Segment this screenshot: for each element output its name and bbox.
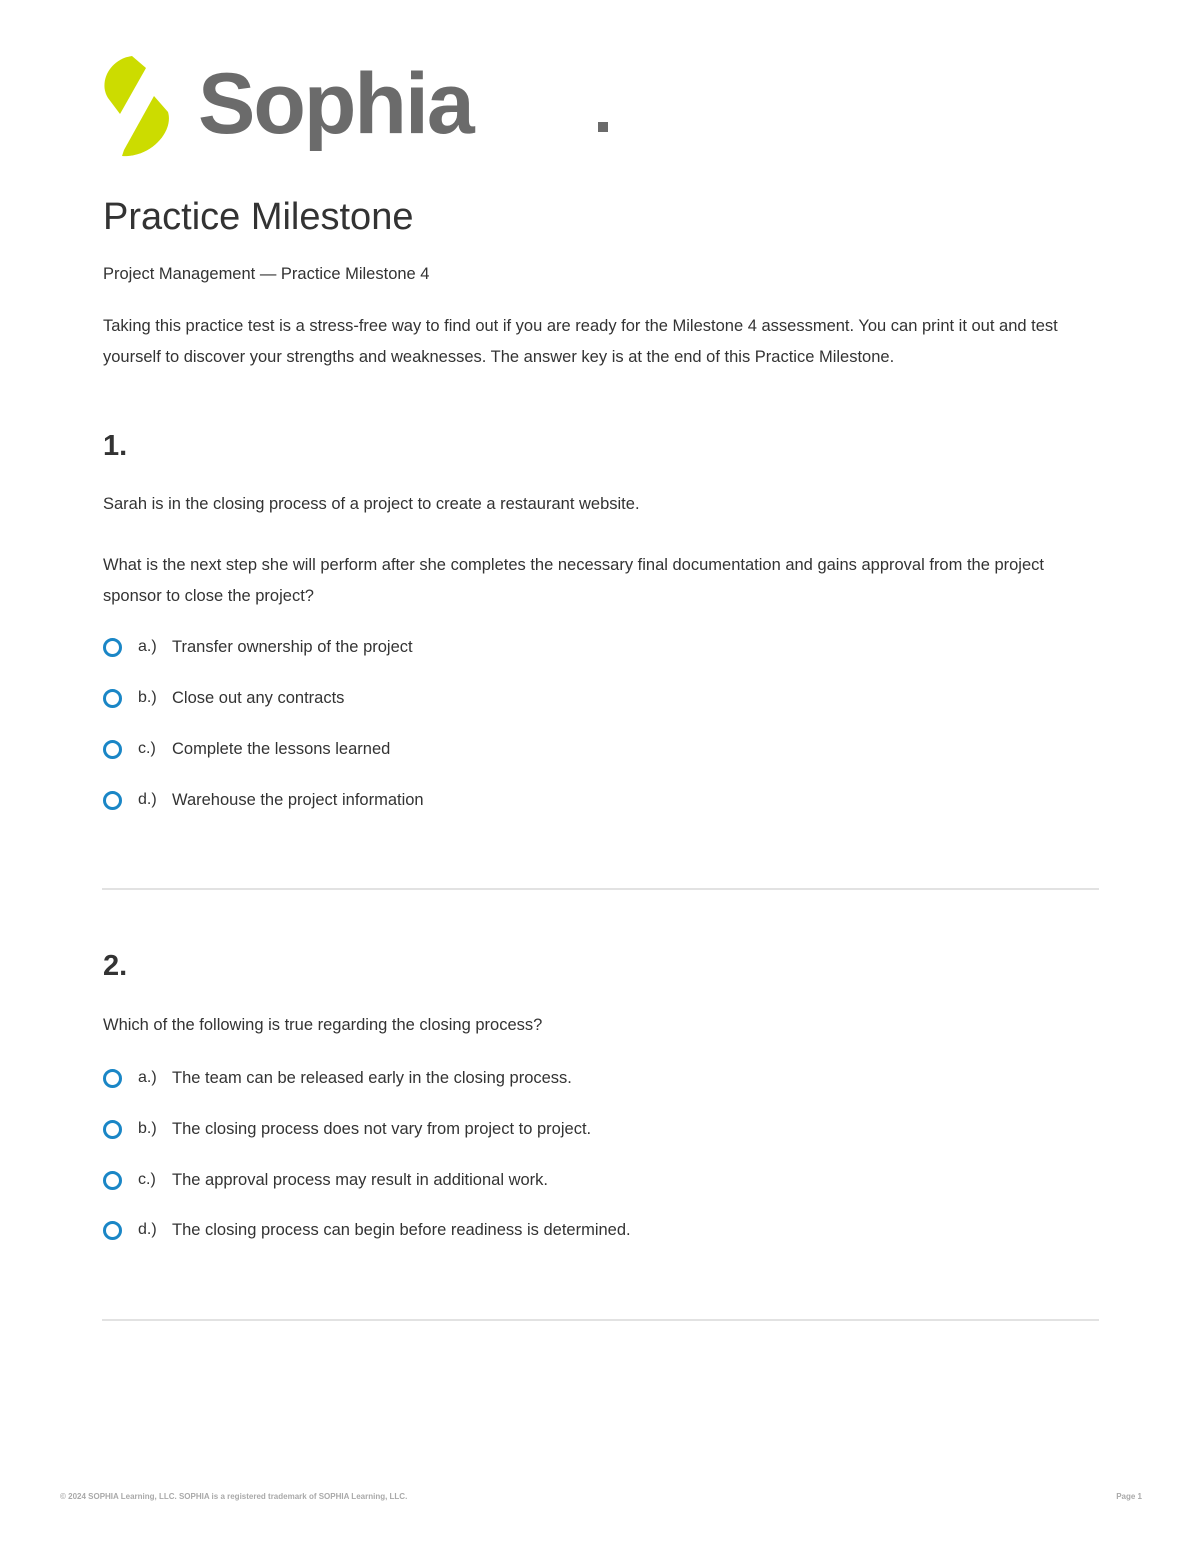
- answer-option[interactable]: [103, 1167, 548, 1193]
- option-text: Close out any contracts: [172, 688, 345, 707]
- answer-option[interactable]: [103, 1116, 591, 1142]
- question-text: What is the next step she will perform after she completes the necessary final documentation and gains approval from the project sponsor to close the project?: [103, 556, 1044, 605]
- option-letter: a.): [138, 1069, 157, 1086]
- option-letter: b.): [138, 689, 157, 706]
- option-letter: c.): [138, 1171, 156, 1188]
- radio-circle-icon[interactable]: [103, 1120, 122, 1139]
- answer-option[interactable]: [103, 634, 413, 660]
- footer-copyright: © 2024 SOPHIA Learning, LLC. SOPHIA is a registered trademark of SOPHIA Learning, LLC.: [60, 1492, 408, 1501]
- answer-option[interactable]: [103, 787, 424, 813]
- radio-circle-icon[interactable]: [103, 1171, 122, 1190]
- radio-circle-icon[interactable]: [103, 689, 122, 708]
- question-number: 1.: [103, 430, 128, 462]
- page-title: Practice Milestone: [103, 196, 414, 238]
- option-letter: c.): [138, 740, 156, 757]
- radio-circle-icon[interactable]: [103, 1069, 122, 1088]
- answer-option[interactable]: [103, 1217, 631, 1243]
- option-letter: d.): [138, 791, 157, 808]
- option-letter: d.): [138, 1221, 157, 1238]
- option-text: The approval process may result in additional work.: [172, 1170, 549, 1189]
- option-letter: b.): [138, 1120, 157, 1137]
- option-text: Transfer ownership of the project: [172, 637, 413, 656]
- question-text: Which of the following is true regarding the closing process?: [103, 1016, 543, 1034]
- answer-option[interactable]: [103, 736, 390, 762]
- sophia-wordmark: Sophia: [198, 56, 473, 152]
- radio-circle-icon[interactable]: [103, 1221, 122, 1240]
- answer-option[interactable]: [103, 685, 344, 711]
- question-text: Sarah is in the closing process of a project to create a restaurant website.: [103, 495, 640, 513]
- section-divider: [102, 888, 1099, 890]
- option-text: Complete the lessons learned: [172, 739, 391, 758]
- answer-option[interactable]: [103, 1065, 572, 1091]
- wordmark-dot: [598, 122, 608, 132]
- sophia-logo-icon: [102, 54, 174, 158]
- section-divider: [102, 1319, 1099, 1321]
- footer-page-number: Page 1: [1116, 1492, 1142, 1501]
- course-subtitle: Project Management — Practice Milestone 4: [103, 265, 430, 283]
- option-text: The team can be released early in the closing process.: [172, 1068, 572, 1087]
- option-text: The closing process does not vary from project to project.: [172, 1119, 592, 1138]
- radio-circle-icon[interactable]: [103, 740, 122, 759]
- option-text: The closing process can begin before readiness is determined.: [172, 1220, 631, 1239]
- question-number: 2.: [103, 950, 128, 982]
- intro-text: Taking this practice test is a stress-free way to find out if you are ready for the Milestone 4 assessment. You can print it out and test yourself to discover your strengths and weaknesses. The answer key is at the end of this Practice Milestone.: [103, 317, 1058, 366]
- option-letter: a.): [138, 638, 157, 655]
- option-text: Warehouse the project information: [172, 790, 424, 809]
- radio-circle-icon[interactable]: [103, 791, 122, 810]
- radio-circle-icon[interactable]: [103, 638, 122, 657]
